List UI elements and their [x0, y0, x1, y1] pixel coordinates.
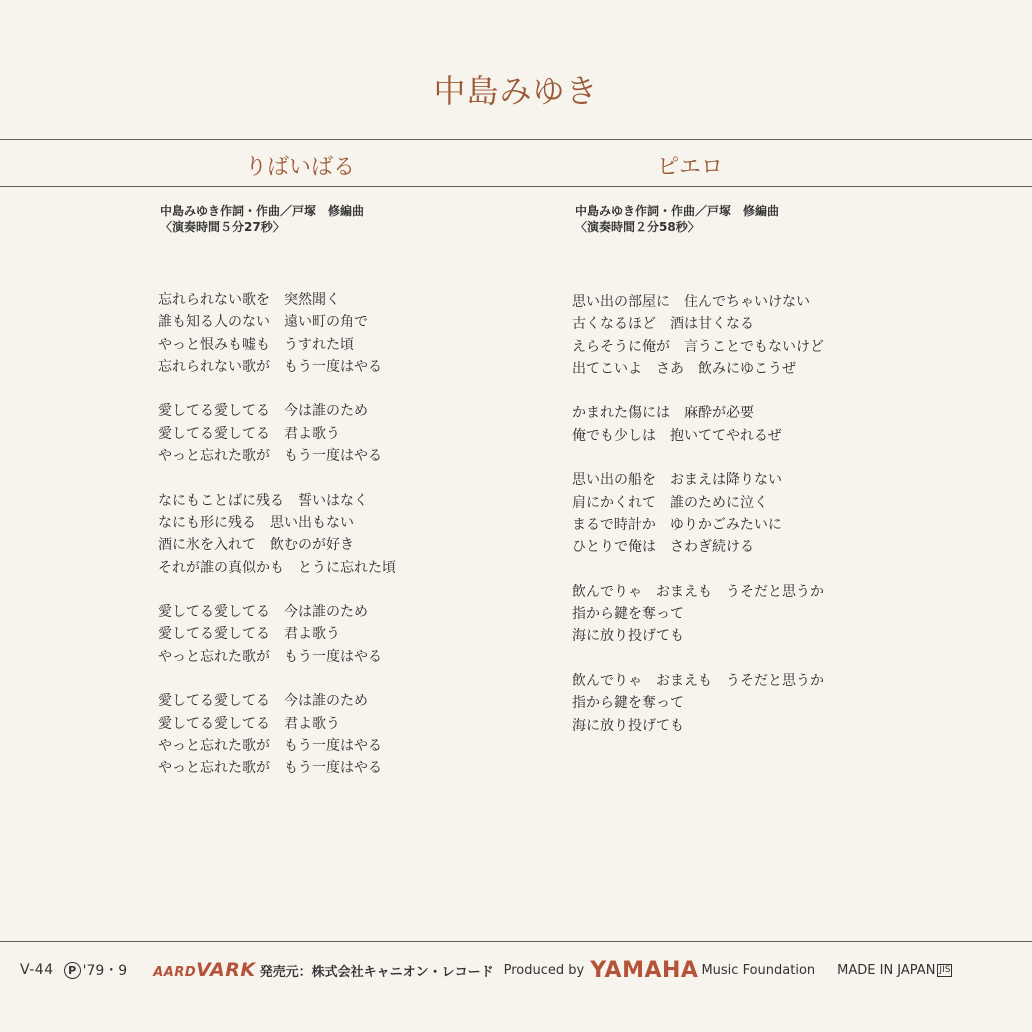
lyric-line: やっと忘れた歌が もう一度はやる: [158, 760, 382, 777]
lyric-line: やっと忘れた歌が もう一度はやる: [158, 448, 382, 465]
lyric-line: 愛してる愛してる 今は誰のため: [158, 403, 368, 420]
artist-name: 中島みゆき: [433, 72, 599, 110]
lyric-line: 忘れられない歌が もう一度はやる: [158, 358, 382, 375]
lyric-stanza: [572, 581, 824, 648]
lyric-line: やっと忘れた歌が もう一度はやる: [158, 648, 382, 665]
lyric-line: 愛してる愛してる 君よ歌う: [158, 715, 340, 732]
lyric-line: 海に放り投げても: [572, 717, 684, 734]
lyric-line: 指から鍵を奪って: [572, 606, 684, 623]
lyric-line: 古くなるほど 酒は甘くなる: [572, 316, 754, 333]
yamaha-logo: YAMAHA: [590, 957, 699, 983]
lyric-line: 思い出の船を おまえは降りない: [572, 472, 782, 489]
footer: [20, 955, 1014, 985]
lyric-line: 忘れられない歌を 突然聞く: [158, 292, 340, 308]
lyric-line: ひとりで俺は さわぎ続ける: [572, 539, 754, 556]
lyric-line: 肩にかくれて 誰のために泣く: [572, 494, 768, 511]
lyric-line: 飲んでりゃ おまえも うそだと思うか: [572, 673, 824, 690]
aardvark-logo: [153, 959, 255, 981]
lyric-line: 愛してる愛してる 今は誰のため: [158, 693, 368, 710]
lyric-line: えらそうに俺が 言うことでもないけど: [572, 338, 824, 355]
lyric-line: 愛してる愛してる 君よ歌う: [158, 626, 340, 643]
lyric-line: 出てこいよ さあ 飲みにゆこうぜ: [572, 360, 796, 377]
release-date: '79・9: [82, 963, 128, 979]
catalog-number: V-44: [20, 962, 54, 978]
jis-mark-icon: JIS: [939, 964, 951, 975]
song-title-left: りばいばる: [244, 155, 355, 180]
lyrics-right: [572, 291, 824, 759]
produced-by: Produced by: [503, 962, 585, 978]
lyric-line: やっと忘れた歌が もう一度はやる: [158, 737, 382, 754]
lyric-line: 俺でも少しは 抱いててやれるぜ: [572, 427, 782, 444]
logo-text-aard: AARD: [153, 965, 197, 980]
footer-divider: [0, 941, 1032, 942]
lyric-stanza: [572, 402, 824, 447]
lyric-line: まるで時計か ゆりかごみたいに: [572, 516, 782, 533]
lyric-line: 愛してる愛してる 君よ歌う: [158, 425, 340, 442]
lyric-stanza: [158, 601, 396, 668]
lyric-line: 飲んでりゃ おまえも うそだと思うか: [572, 583, 824, 600]
lyric-line: 酒に氷を入れて 飲むのが好き: [158, 537, 354, 554]
credit-right: [575, 203, 779, 235]
lyric-stanza: [572, 469, 824, 558]
lyric-line: 愛してる愛してる 今は誰のため: [158, 604, 368, 621]
lyric-line: なにも形に残る 思い出もない: [158, 514, 354, 531]
credit-duration: 〈演奏時間２分58秒〉: [575, 220, 700, 234]
music-foundation: Music Foundation: [701, 962, 816, 978]
lyric-stanza: [572, 291, 824, 380]
header-divider-top: [0, 139, 1032, 140]
lyric-line: それが誰の真似かも とうに忘れた頃: [158, 559, 396, 576]
song-title-right: ピエロ: [656, 155, 723, 180]
lyric-line: かまれた傷には 麻酔が必要: [572, 405, 754, 422]
lyric-line: なにもことばに残る 誓いはなく: [158, 492, 368, 509]
credit-writer: 中島みゆき作詞・作曲／戸塚 修編曲: [160, 204, 365, 218]
lyric-line: やっと恨みも嘘も うすれた頃: [158, 336, 354, 353]
phonogram-icon: P: [64, 962, 81, 979]
credit-writer: 中島みゆき作詞・作曲／戸塚 修編曲: [575, 204, 780, 218]
logo-text-vark: VARK: [196, 959, 256, 981]
lyric-stanza: [158, 690, 396, 779]
lyric-line: 指から鍵を奪って: [572, 695, 684, 712]
credit-duration: 〈演奏時間５分27秒〉: [160, 220, 285, 234]
lyric-line: 海に放り投げても: [572, 628, 684, 645]
lyric-stanza: [158, 400, 396, 467]
seller-text: 発売元：株式会社キャニオン・レコード: [259, 964, 494, 980]
lyric-line: 誰も知る人のない 遠い町の角で: [158, 314, 368, 331]
lyric-line: 思い出の部屋に 住んでちゃいけない: [572, 294, 810, 310]
header-divider-bottom: [0, 186, 1032, 187]
credit-left: [160, 203, 364, 235]
lyric-stanza: [572, 670, 824, 737]
made-in-japan: MADE IN JAPAN: [837, 962, 936, 978]
lyric-stanza: [158, 289, 396, 378]
lyrics-left: [158, 289, 396, 802]
lyric-stanza: [158, 490, 396, 579]
